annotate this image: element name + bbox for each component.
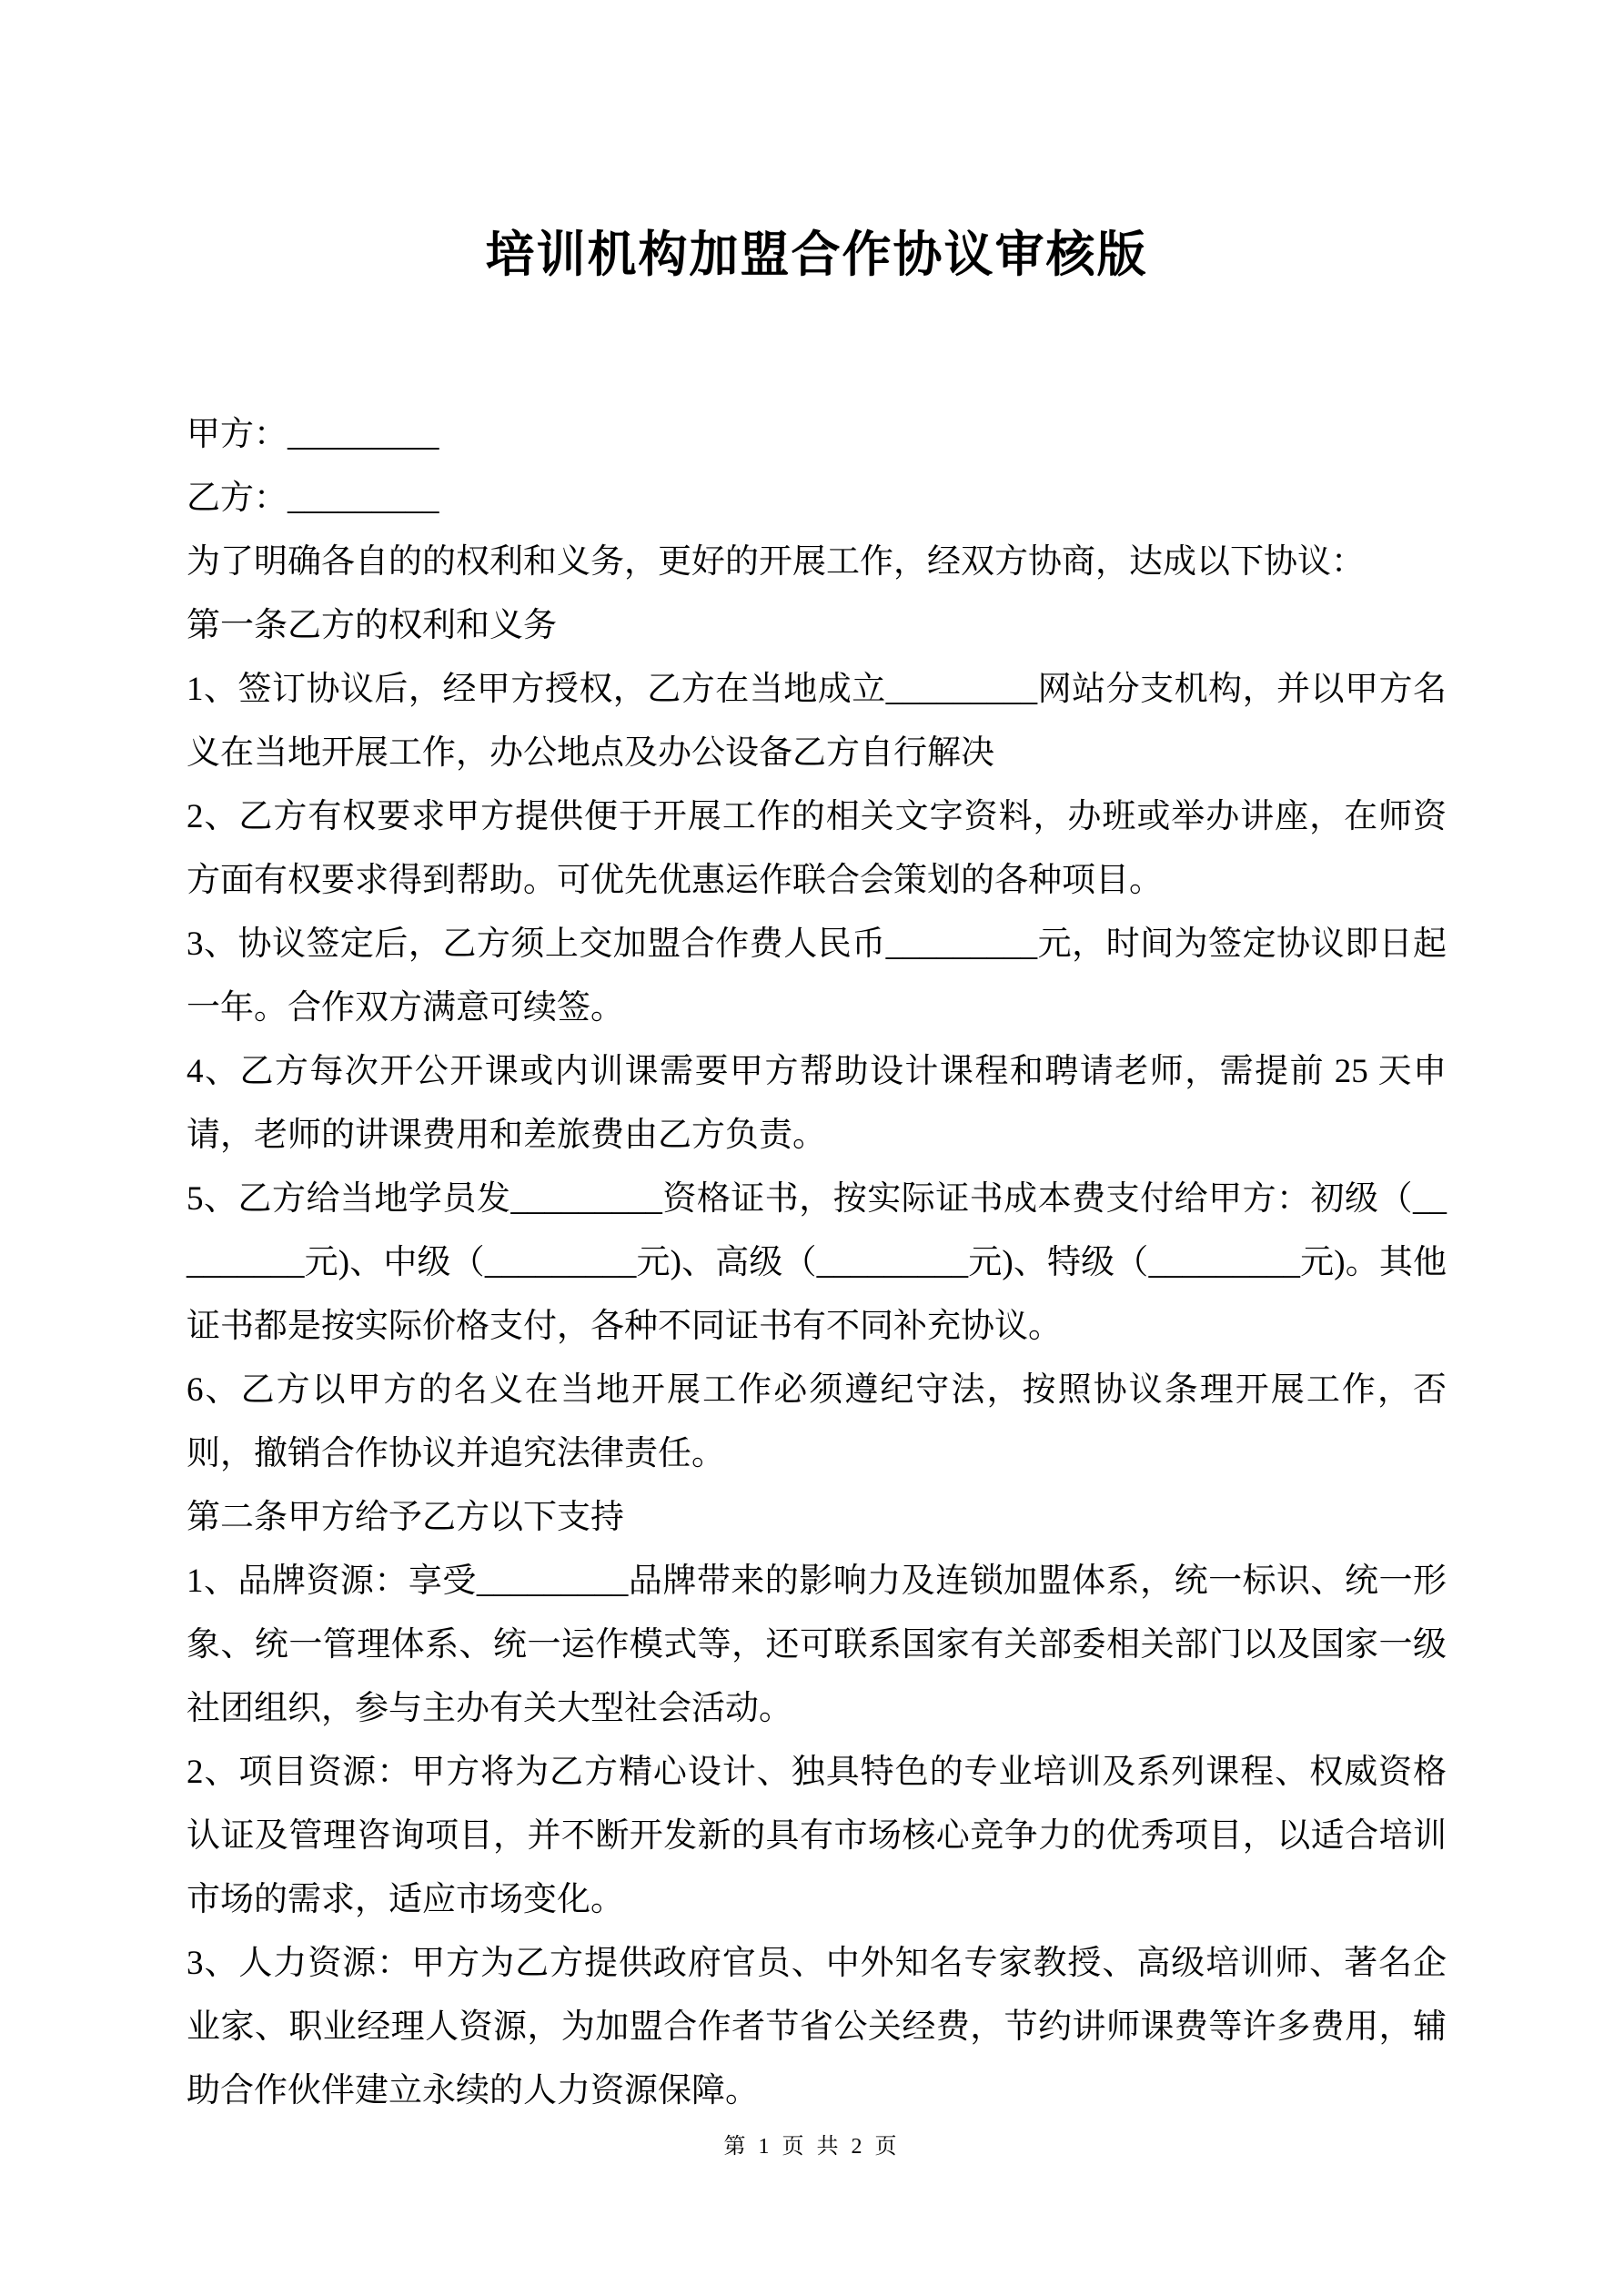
party-b-line: 乙方：_________ xyxy=(187,480,439,517)
party-a-line: 甲方：_________ xyxy=(187,416,439,453)
clause-1-1: 1、签订协议后，经甲方授权，乙方在当地成立_________网站分支机构，并以甲方名义在当地开展工作，办公地点及办公设备乙方自行解决 xyxy=(187,671,1447,772)
clause-1-4: 4、乙方每次开公开课或内训课需要甲方帮助设计课程和聘请老师，需提前 25 天申请，老师的讲课费用和差旅费由乙方负责。 xyxy=(187,1053,1447,1154)
clause-1-2: 2、乙方有权要求甲方提供便于开展工作的相关文字资料，办班或举办讲座，在师资方面有权要求得到帮助。可优先优惠运作联合会策划的各种项目。 xyxy=(187,798,1447,899)
page-title: 培训机构加盟合作协议审核版 xyxy=(485,228,1148,282)
section-2-heading: 第二条甲方给予乙方以下支持 xyxy=(187,1499,624,1536)
preamble: 为了明确各自的的权利和义务，更好的开展工作，经双方协商，达成以下协议： xyxy=(187,543,1365,581)
clause-1-5: 5、乙方给当地学员发_________资格证书，按实际证书成本费支付给甲方：初级（_________元)、中级（_________元)、高级（_________元)、特级（_________元)。其他证书都是按实际价格支付，各种不同证书有不同补充协议。 xyxy=(187,1180,1447,1345)
contract-text xyxy=(187,403,1447,2123)
clause-2-2: 2、项目资源：甲方将为乙方精心设计、独具特色的专业培训及系列课程、权威资格认证及管理咨询项目，并不断开发新的具有市场核心竞争力的优秀项目，以适合培训市场的需求，适应市场变化。 xyxy=(187,1754,1447,1918)
clause-2-3: 3、人力资源：甲方为乙方提供政府官员、中外知名专家教授、高级培训师、著名企业家、职业经理人资源，为加盟合作者节省公关经费，节约讲师课费等许多费用，辅助合作伙伴建立永续的人力资源保障。 xyxy=(187,1945,1447,2109)
clause-1-6: 6、乙方以甲方的名义在当地开展工作必须遵纪守法，按照协议条理开展工作，否则，撤销合作协议并追究法律责任。 xyxy=(187,1371,1447,1472)
clause-1-3: 3、协议签定后，乙方须上交加盟合作费人民币_________元，时间为签定协议即日起一年。合作双方满意可续签。 xyxy=(187,925,1447,1027)
section-1-heading: 第一条乙方的权利和义务 xyxy=(187,607,557,644)
page-number-indicator: 第 1 页 共 2 页 xyxy=(723,2135,901,2159)
clause-2-1: 1、品牌资源：享受_________品牌带来的影响力及连锁加盟体系，统一标识、统一形象、统一管理体系、统一运作模式等，还可联系国家有关部委相关部门以及国家一级社团组织，参与主办有关大型社会活动。 xyxy=(187,1563,1447,1727)
